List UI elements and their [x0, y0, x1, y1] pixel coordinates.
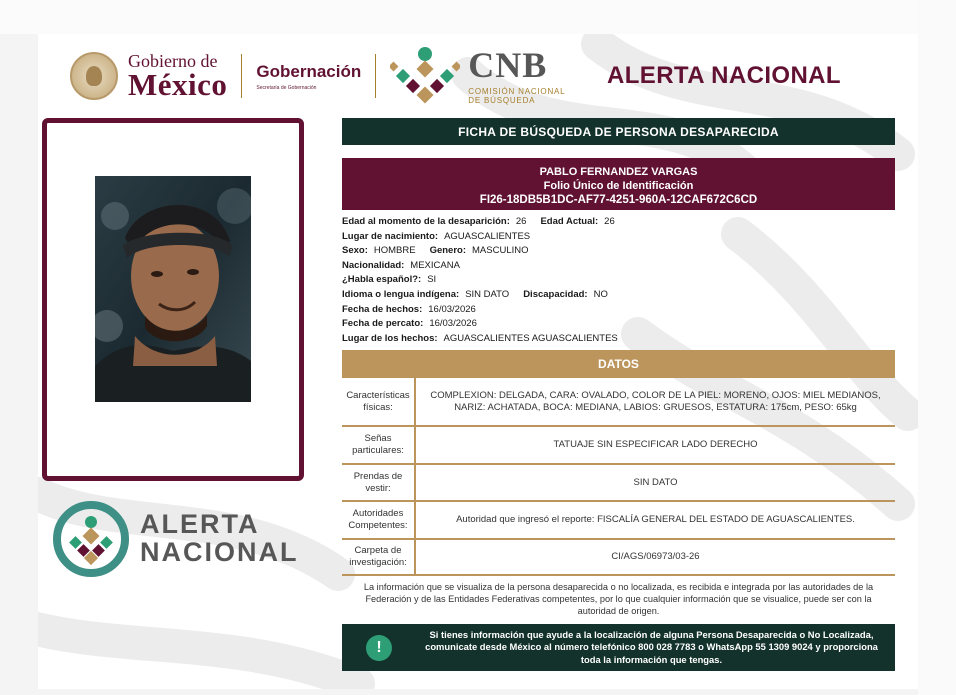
header-divider — [241, 54, 242, 98]
fecha-hechos-label: Fecha de hechos: — [342, 303, 423, 315]
folio-id: FI26-18DB5B1DC-AF77-4251-960A-12CAF672C6CD — [479, 194, 758, 206]
table-row-value: COMPLEXION: DELGADA, CARA: OVALADO, COLOR DE LA PIEL: MORENO, OJOS: MIEL MEDIANOS, NARIZ: ACHATADA, BOCA: MEDIANA, LABIOS: GRUESOS, ESTATURA: 175cm, PESO: 65kg — [430, 389, 881, 413]
person-name: PABLO FERNANDEZ VARGAS — [539, 166, 698, 178]
folio-label: Folio Único de Identificación — [543, 180, 694, 192]
info-row-edad — [342, 215, 895, 230]
sexo-label: Sexo: — [342, 245, 368, 257]
info-row-fecha-hechos — [342, 303, 895, 318]
alerta-nacional-logo — [52, 500, 299, 578]
table-row-value: SIN DATO — [633, 476, 678, 488]
nacionalidad-label: Nacionalidad: — [342, 259, 405, 271]
gobernacion-logo — [256, 62, 361, 91]
idioma-value: SIN DATO — [465, 288, 510, 300]
table-row-label: Características físicas: — [342, 378, 416, 425]
gobernacion-title: Gobernación — [256, 61, 362, 81]
alerta-nacional-emblem-icon — [52, 500, 130, 578]
lugar-nac-value: AGUASCALIENTES — [444, 230, 531, 242]
alerta-logo-line2: NACIONAL — [140, 537, 299, 567]
fecha-percato-label: Fecha de percato: — [342, 318, 424, 330]
datos-table — [342, 378, 895, 576]
lugar-nac-label: Lugar de nacimiento: — [342, 230, 439, 242]
missing-person-photo — [95, 176, 251, 402]
habla-value: SI — [427, 274, 437, 286]
edad-actual-label: Edad Actual: — [540, 216, 599, 227]
cnb-emblem-icon — [390, 45, 460, 107]
info-row-sexo — [342, 244, 895, 259]
table-row — [342, 378, 895, 427]
table-row-value: CI/AGS/06973/03-26 — [611, 551, 700, 562]
lugar-hechos-value: AGUASCALIENTES AGUASCALIENTES — [443, 332, 618, 344]
page-right-margin — [918, 0, 956, 695]
info-row-fecha-percato — [342, 317, 895, 332]
gobierno-line2: México — [128, 67, 228, 102]
sexo-value: HOMBRE — [373, 245, 416, 257]
page-top-margin — [0, 0, 956, 34]
header-divider-2 — [375, 54, 376, 98]
cnb-subtitle-2: DE BÚSQUEDA — [468, 96, 536, 105]
table-row-value: TATUAJE SIN ESPECIFICAR LADO DERECHO — [553, 439, 758, 450]
table-row — [342, 465, 895, 502]
gobierno-mexico-logo — [128, 52, 227, 100]
contact-footer-text: Si tienes información que ayude a la localización de alguna Persona Desaparecida o No Localizada, comunicate desde México al número telefónico 800 028 7783 o WhatsApp 55 1309 9024 y proporciona toda la información que tengas. — [425, 628, 878, 665]
table-row-label: Prendas de vestir: — [342, 465, 416, 500]
person-info — [342, 215, 895, 346]
info-row-nacionalidad — [342, 259, 895, 274]
discapacidad-value: NO — [593, 288, 608, 300]
idioma-label: Idioma o lengua indígena: — [342, 288, 460, 300]
gobernacion-subtitle: Secretaría de Gobernación — [256, 84, 317, 91]
cnb-subtitle-1: COMISIÓN NACIONAL — [468, 86, 566, 96]
lugar-hechos-label: Lugar de los hechos: — [342, 332, 438, 344]
table-row-value: Autoridad que ingresó el reporte: FISCALÍA GENERAL DEL ESTADO DE AGUASCALIENTES. — [456, 514, 855, 525]
exclamation-icon: ! — [366, 635, 392, 661]
table-row-label: Autoridades Competentes: — [342, 502, 416, 538]
disclaimer-text: La información que se visualiza de la persona desaparecida o no localizada, es recibida e integrada por las autoridades de la Federación y de las Entidades Federativas competentes, por lo que cualquier información que se visualice, puede ser con la autoridad de origen. — [363, 582, 874, 616]
ficha-title: FICHA DE BÚSQUEDA DE PERSONA DESAPARECIDA — [342, 118, 895, 145]
alerta-logo-line1: ALERTA — [140, 509, 260, 540]
fecha-hechos-value: 16/03/2026 — [428, 303, 476, 315]
fecha-percato-value: 16/03/2026 — [429, 318, 477, 330]
edad-desap-label: Edad al momento de la desaparición: — [342, 216, 510, 227]
info-row-habla — [342, 273, 895, 288]
info-row-lugar-hechos — [342, 332, 895, 347]
nacionalidad-value: MEXICANA — [410, 259, 460, 271]
info-row-idioma — [342, 288, 895, 303]
info-row-lugar-nac — [342, 230, 895, 245]
edad-actual-value: 26 — [604, 216, 615, 227]
datos-header: DATOS — [342, 350, 895, 378]
habla-label: ¿Habla español?: — [342, 274, 422, 286]
header — [70, 45, 565, 107]
table-row-label: Carpeta de investigación: — [342, 540, 416, 574]
alerta-nacional-title: ALERTA NACIONAL — [607, 62, 841, 89]
table-row — [342, 427, 895, 465]
cnb-acronym: CNB — [468, 44, 548, 85]
gobierno-line1: Gobierno de — [128, 51, 218, 71]
genero-value: MASCULINO — [472, 245, 529, 257]
edad-desap-value: 26 — [515, 216, 527, 227]
genero-label: Genero: — [429, 245, 467, 257]
table-row — [342, 502, 895, 540]
discapacidad-label: Discapacidad: — [523, 288, 588, 300]
table-row — [342, 540, 895, 576]
table-row-label: Señas particulares: — [342, 427, 416, 463]
person-portrait-image — [95, 176, 251, 402]
identity-banner — [342, 158, 895, 210]
contact-footer — [342, 624, 895, 671]
cnb-logo — [390, 45, 565, 107]
national-seal-icon — [70, 52, 118, 100]
